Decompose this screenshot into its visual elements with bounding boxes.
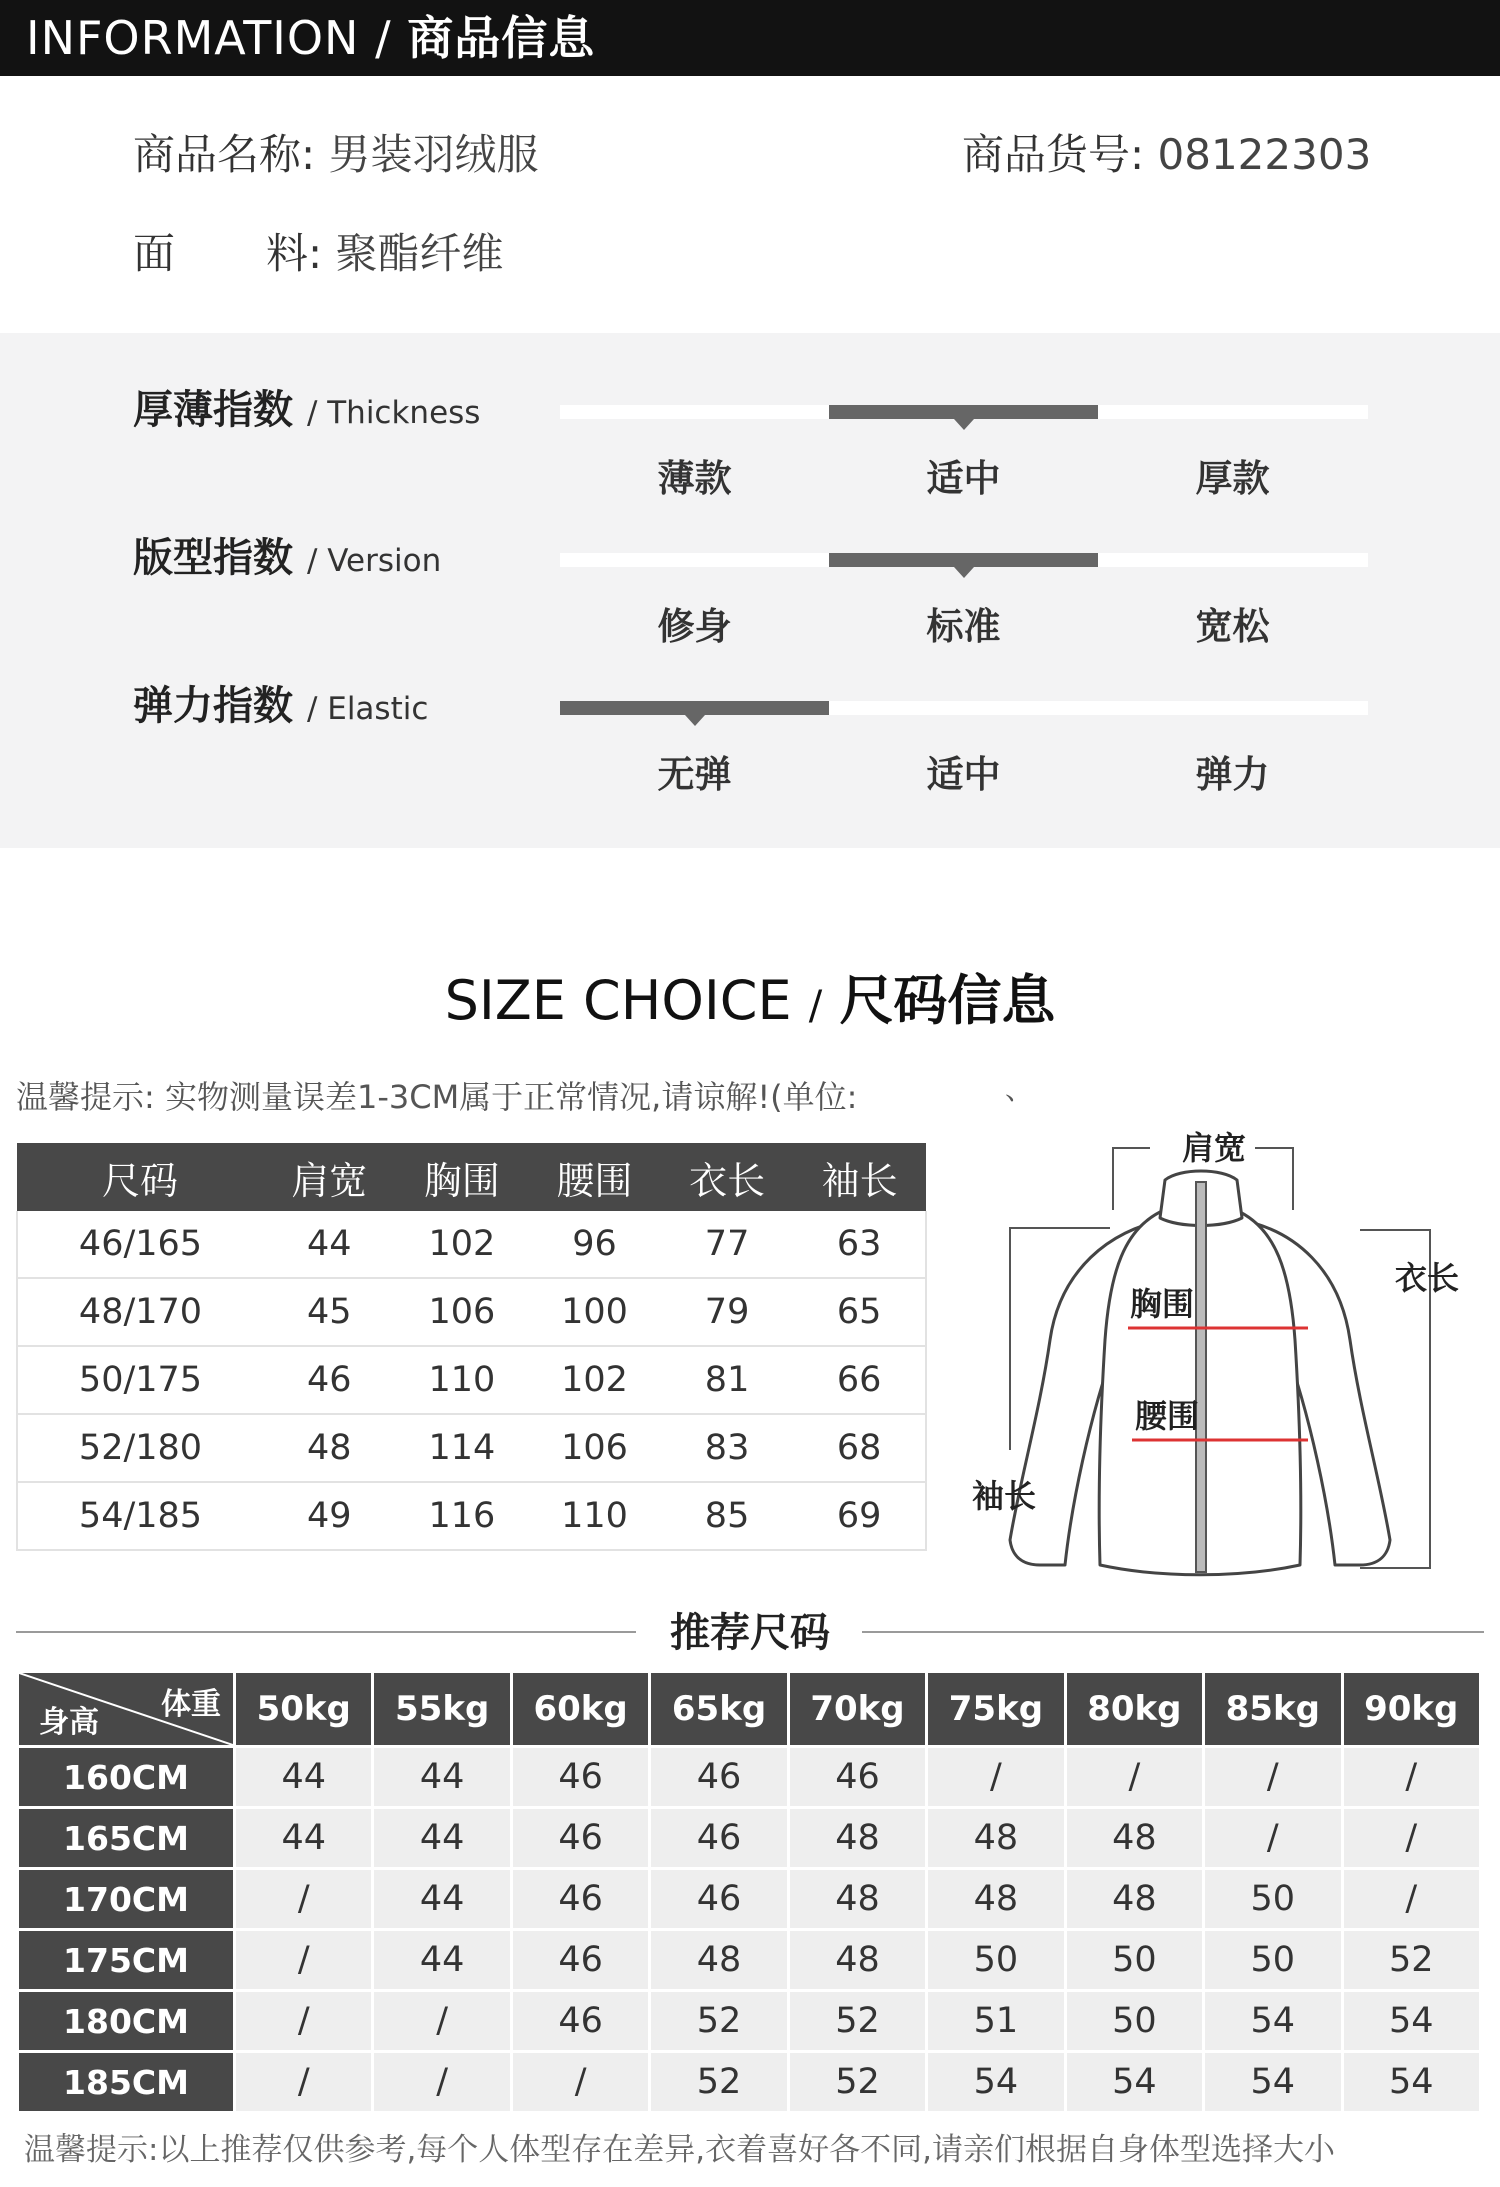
size-table bbox=[16, 1143, 927, 1551]
size-cell: 68 bbox=[793, 1414, 926, 1482]
size-cell: 110 bbox=[396, 1346, 529, 1414]
index-option: 薄款 bbox=[657, 457, 732, 500]
recommend-cell: / bbox=[1067, 1748, 1202, 1806]
measure-tip-mark: 、 bbox=[1005, 1073, 1034, 1106]
size-header-cell: 腰围 bbox=[528, 1143, 661, 1211]
jacket-diagram bbox=[960, 1120, 1440, 1590]
size-cell: 49 bbox=[263, 1482, 396, 1550]
recommend-cell: 52 bbox=[651, 1992, 786, 2050]
recommend-cell: 50 bbox=[928, 1931, 1063, 1989]
size-cell: 77 bbox=[661, 1211, 794, 1278]
recommend-cell: 46 bbox=[513, 1931, 648, 1989]
recommend-cell: 54 bbox=[1067, 2053, 1202, 2111]
index-label-1 bbox=[133, 533, 441, 586]
recommend-cell: 48 bbox=[928, 1870, 1063, 1928]
recommend-cell: 50 bbox=[1067, 1992, 1202, 2050]
index-label-en: / Thickness bbox=[306, 395, 481, 431]
index-option: 弹力 bbox=[1195, 753, 1270, 796]
size-cell: 100 bbox=[528, 1278, 661, 1346]
recommend-cell: 48 bbox=[1067, 1870, 1202, 1928]
product-name-value: 男装羽绒服 bbox=[328, 130, 539, 179]
recommend-cell: / bbox=[1205, 1748, 1340, 1806]
recommend-cell: 54 bbox=[1205, 1992, 1340, 2050]
header-title bbox=[26, 8, 595, 68]
table-row bbox=[17, 1346, 926, 1414]
size-cell: 48/170 bbox=[17, 1278, 263, 1346]
weight-header-cell: 75kg bbox=[928, 1673, 1063, 1745]
recommend-cell: / bbox=[1344, 1748, 1480, 1806]
size-cell: 66 bbox=[793, 1346, 926, 1414]
size-cell: 96 bbox=[528, 1211, 661, 1278]
size-choice-title bbox=[0, 966, 1500, 1041]
recommend-cell: 54 bbox=[1344, 1992, 1480, 2050]
size-cell: 52/180 bbox=[17, 1414, 263, 1482]
recommend-cell: / bbox=[236, 1931, 371, 1989]
recommend-title: 推荐尺码 bbox=[670, 1610, 830, 1656]
table-row bbox=[19, 1809, 1479, 1867]
table-row bbox=[19, 1870, 1479, 1928]
size-choice-title-cn: 尺码信息 bbox=[839, 969, 1056, 1032]
recommend-cell: / bbox=[928, 1748, 1063, 1806]
corner-height-label: 身高 bbox=[39, 1705, 99, 1740]
index-label-en: / Version bbox=[306, 543, 442, 579]
index-label-cn: 版型指数 bbox=[133, 535, 293, 581]
size-choice-title-en: SIZE CHOICE bbox=[444, 969, 792, 1032]
weight-header-cell: 50kg bbox=[236, 1673, 371, 1745]
table-row bbox=[17, 1482, 926, 1550]
size-header-cell: 袖长 bbox=[793, 1143, 926, 1211]
size-header-cell: 肩宽 bbox=[263, 1143, 396, 1211]
rec-divider-right bbox=[862, 1631, 1484, 1633]
shoulder-label: 肩宽 bbox=[1182, 1129, 1247, 1167]
recommend-cell: / bbox=[1344, 1809, 1480, 1867]
index-option: 适中 bbox=[926, 753, 1001, 796]
recommend-cell: 48 bbox=[928, 1809, 1063, 1867]
fabric-label-1: 面 bbox=[133, 229, 176, 278]
index-option: 修身 bbox=[657, 605, 732, 648]
height-row-header: 185CM bbox=[19, 2053, 233, 2111]
recommend-footer-tip: 温馨提示:以上推荐仅供参考,每个人体型存在差异,衣着喜好各不同,请亲们根据自身体型选择大小 bbox=[24, 2132, 1336, 2168]
recommend-cell: 46 bbox=[651, 1748, 786, 1806]
recommend-cell: 44 bbox=[374, 1870, 509, 1928]
measure-tip: 温馨提示: 实物测量误差1-3CM属于正常情况,请谅解!(单位: bbox=[16, 1078, 858, 1116]
index-label-cn: 弹力指数 bbox=[133, 683, 293, 729]
recommend-cell: 52 bbox=[651, 2053, 786, 2111]
size-cell: 102 bbox=[396, 1211, 529, 1278]
size-cell: 65 bbox=[793, 1278, 926, 1346]
recommend-cell: 48 bbox=[651, 1931, 786, 1989]
size-header-cell: 衣长 bbox=[661, 1143, 794, 1211]
index-pointer-icon-0 bbox=[954, 419, 974, 430]
size-cell: 46/165 bbox=[17, 1211, 263, 1278]
recommend-table bbox=[16, 1670, 1482, 2114]
recommend-cell: 52 bbox=[790, 1992, 925, 2050]
recommend-cell: 44 bbox=[374, 1809, 509, 1867]
index-option: 标准 bbox=[926, 605, 1001, 648]
product-name-label: 商品名称: bbox=[133, 130, 316, 179]
size-cell: 116 bbox=[396, 1482, 529, 1550]
index-pointer-icon-1 bbox=[954, 567, 974, 578]
recommend-cell: 46 bbox=[513, 1870, 648, 1928]
recommend-cell: 51 bbox=[928, 1992, 1063, 2050]
product-code-label: 商品货号: bbox=[962, 130, 1145, 179]
header-title-cn: 商品信息 bbox=[407, 11, 596, 65]
table-row bbox=[17, 1278, 926, 1346]
recommend-cell: 52 bbox=[790, 2053, 925, 2111]
recommend-cell: 54 bbox=[1205, 2053, 1340, 2111]
sleeve-label: 袖长 bbox=[972, 1477, 1037, 1515]
index-selected-segment-1 bbox=[829, 553, 1098, 567]
recommend-cell: 46 bbox=[513, 1748, 648, 1806]
weight-header-cell: 55kg bbox=[374, 1673, 509, 1745]
table-row bbox=[19, 1992, 1479, 2050]
chest-label: 胸围 bbox=[1130, 1285, 1195, 1323]
size-cell: 44 bbox=[263, 1211, 396, 1278]
height-row-header: 165CM bbox=[19, 1809, 233, 1867]
length-label: 衣长 bbox=[1395, 1259, 1460, 1297]
zipper bbox=[1196, 1182, 1206, 1572]
index-option: 无弹 bbox=[657, 753, 732, 796]
index-label-cn: 厚薄指数 bbox=[133, 387, 293, 433]
waist-label: 腰围 bbox=[1135, 1397, 1200, 1435]
index-selected-segment-0 bbox=[829, 405, 1098, 419]
weight-header-cell: 65kg bbox=[651, 1673, 786, 1745]
recommend-cell: / bbox=[513, 2053, 648, 2111]
recommend-cell: 50 bbox=[1067, 1931, 1202, 1989]
index-label-en: / Elastic bbox=[306, 691, 429, 727]
recommend-cell: 46 bbox=[790, 1748, 925, 1806]
recommend-cell: 52 bbox=[1344, 1931, 1480, 1989]
size-cell: 46 bbox=[263, 1346, 396, 1414]
weight-header-cell: 70kg bbox=[790, 1673, 925, 1745]
recommend-cell: / bbox=[1205, 1809, 1340, 1867]
header-separator: / bbox=[375, 11, 392, 65]
size-cell: 69 bbox=[793, 1482, 926, 1550]
header-title-en: INFORMATION bbox=[26, 11, 360, 65]
recommend-cell: 46 bbox=[513, 1992, 648, 2050]
table-row bbox=[19, 1748, 1479, 1806]
size-header-cell: 尺码 bbox=[17, 1143, 263, 1211]
recommend-cell: 54 bbox=[928, 2053, 1063, 2111]
weight-header-cell: 80kg bbox=[1067, 1673, 1202, 1745]
table-row bbox=[19, 2053, 1479, 2111]
size-cell: 50/175 bbox=[17, 1346, 263, 1414]
recommend-cell: 50 bbox=[1205, 1931, 1340, 1989]
recommend-cell: 44 bbox=[374, 1748, 509, 1806]
size-cell: 110 bbox=[528, 1482, 661, 1550]
recommend-cell: 44 bbox=[236, 1748, 371, 1806]
recommend-cell: 48 bbox=[1067, 1809, 1202, 1867]
index-option: 厚款 bbox=[1195, 457, 1270, 500]
fabric-value: 聚酯纤维 bbox=[335, 229, 504, 278]
size-cell: 63 bbox=[793, 1211, 926, 1278]
index-option: 适中 bbox=[926, 457, 1001, 500]
recommend-cell: / bbox=[236, 1870, 371, 1928]
recommend-cell: 46 bbox=[513, 1809, 648, 1867]
size-cell: 83 bbox=[661, 1414, 794, 1482]
size-cell: 81 bbox=[661, 1346, 794, 1414]
product-name-row bbox=[133, 127, 539, 183]
table-row bbox=[19, 1931, 1479, 1989]
recommend-cell: 48 bbox=[790, 1931, 925, 1989]
recommend-cell: 46 bbox=[651, 1870, 786, 1928]
index-selected-segment-2 bbox=[560, 701, 829, 715]
rec-divider-left bbox=[16, 1631, 636, 1633]
index-label-2 bbox=[133, 681, 428, 734]
weight-header-cell: 60kg bbox=[513, 1673, 648, 1745]
height-row-header: 180CM bbox=[19, 1992, 233, 2050]
size-cell: 85 bbox=[661, 1482, 794, 1550]
recommend-cell: / bbox=[236, 1992, 371, 2050]
size-cell: 79 bbox=[661, 1278, 794, 1346]
fabric-label-2: 料: bbox=[266, 229, 323, 278]
weight-header-cell: 90kg bbox=[1344, 1673, 1480, 1745]
size-header-cell: 胸围 bbox=[396, 1143, 529, 1211]
recommend-cell: / bbox=[374, 2053, 509, 2111]
table-row bbox=[17, 1414, 926, 1482]
height-row-header: 170CM bbox=[19, 1870, 233, 1928]
size-cell: 106 bbox=[396, 1278, 529, 1346]
recommend-cell: 44 bbox=[374, 1931, 509, 1989]
size-cell: 114 bbox=[396, 1414, 529, 1482]
size-choice-separator: / bbox=[808, 983, 823, 1029]
recommend-cell: 54 bbox=[1344, 2053, 1480, 2111]
recommend-cell: / bbox=[1344, 1870, 1480, 1928]
size-cell: 102 bbox=[528, 1346, 661, 1414]
product-code-value: 08122303 bbox=[1157, 130, 1372, 179]
table-row bbox=[17, 1211, 926, 1278]
size-cell: 106 bbox=[528, 1414, 661, 1482]
recommend-cell: 44 bbox=[236, 1809, 371, 1867]
corner-weight-label: 体重 bbox=[161, 1687, 221, 1722]
index-pointer-icon-2 bbox=[685, 715, 705, 726]
recommend-cell: 48 bbox=[790, 1809, 925, 1867]
index-option: 宽松 bbox=[1195, 605, 1270, 648]
size-cell: 54/185 bbox=[17, 1482, 263, 1550]
recommend-cell: / bbox=[374, 1992, 509, 2050]
size-cell: 45 bbox=[263, 1278, 396, 1346]
size-cell: 48 bbox=[263, 1414, 396, 1482]
product-code-row bbox=[962, 127, 1371, 183]
fabric-row bbox=[266, 226, 504, 282]
height-row-header: 160CM bbox=[19, 1748, 233, 1806]
recommend-cell: / bbox=[236, 2053, 371, 2111]
recommend-cell: 46 bbox=[651, 1809, 786, 1867]
recommend-cell: 48 bbox=[790, 1870, 925, 1928]
corner-cell bbox=[19, 1673, 233, 1745]
height-row-header: 175CM bbox=[19, 1931, 233, 1989]
weight-header-cell: 85kg bbox=[1205, 1673, 1340, 1745]
index-label-0 bbox=[133, 385, 480, 438]
recommend-cell: 50 bbox=[1205, 1870, 1340, 1928]
